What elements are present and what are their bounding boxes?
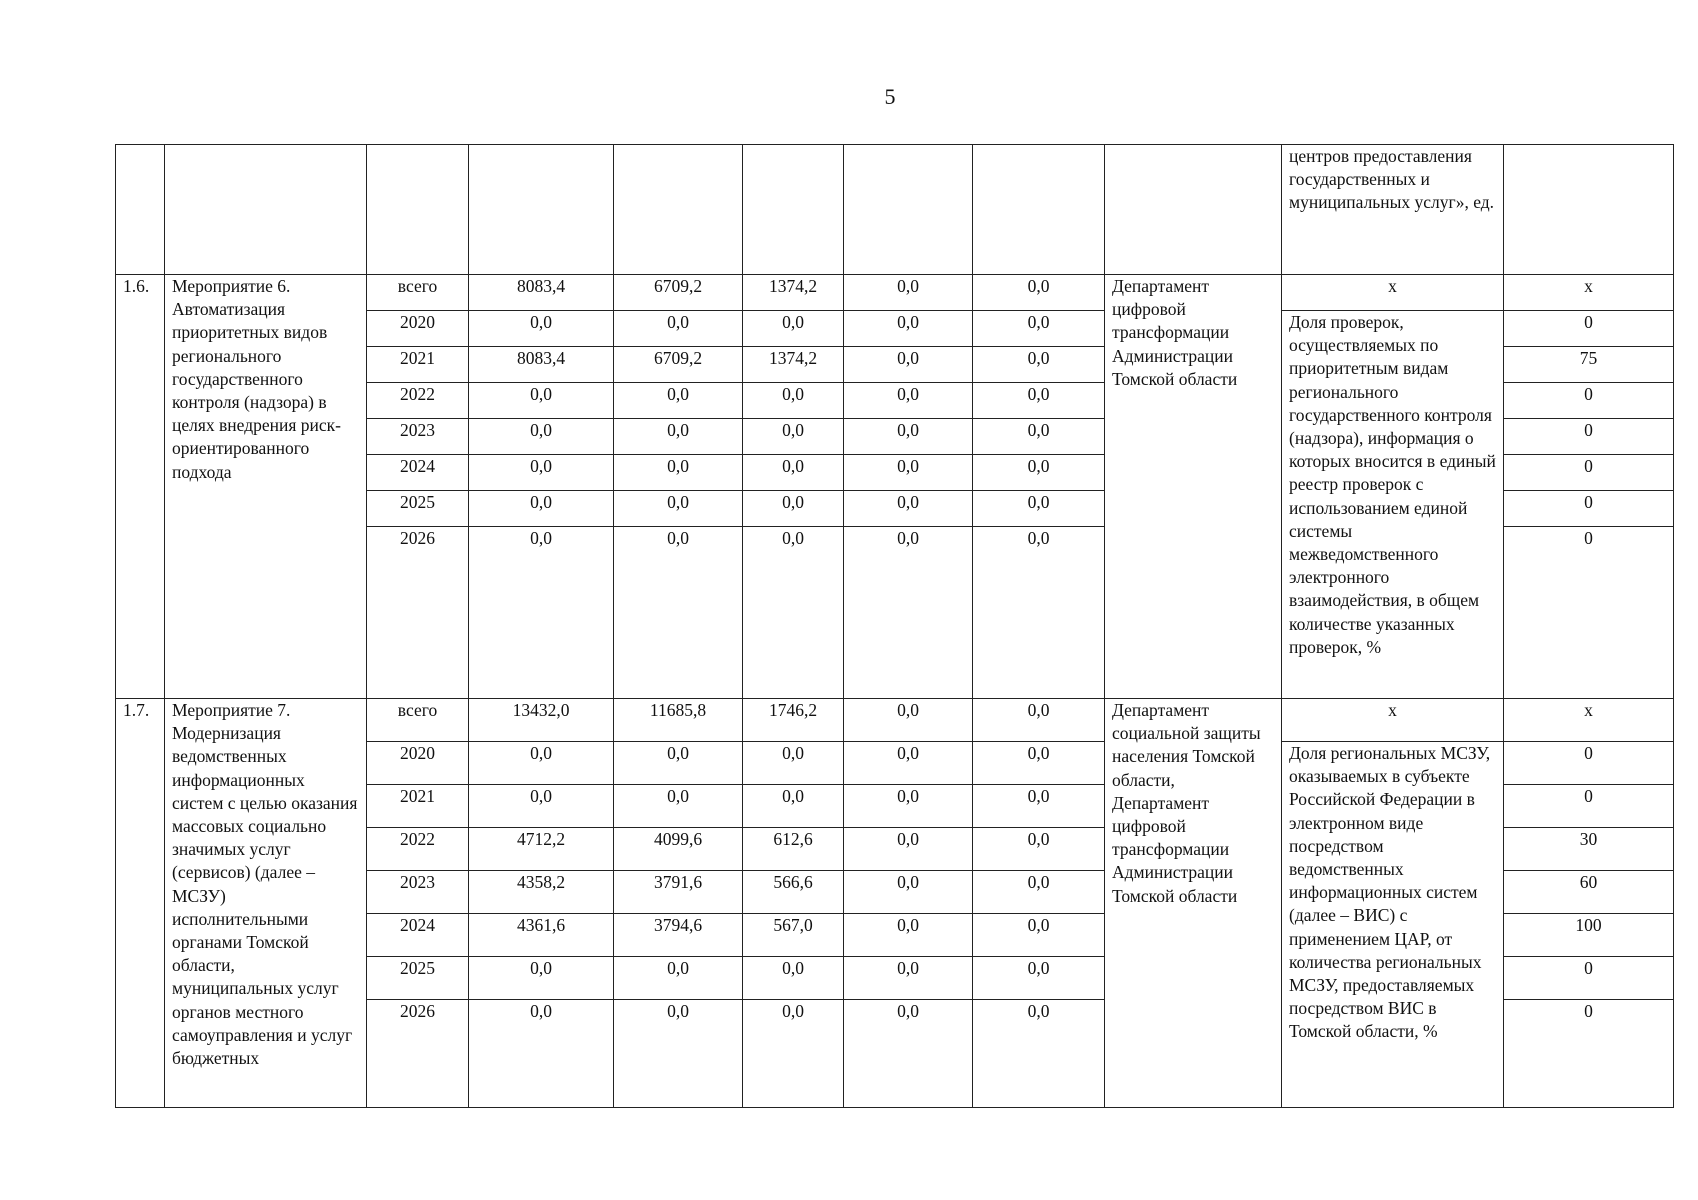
federal-budget-cell: 0,0 [614, 311, 743, 347]
federal-budget-cell: 0,0 [614, 527, 743, 699]
local-budget-cell: 0,0 [844, 419, 973, 455]
federal-budget-cell: 0,0 [614, 383, 743, 419]
federal-budget-cell: 6709,2 [614, 347, 743, 383]
other-sources-cell: 0,0 [973, 527, 1105, 699]
year-cell: 2020 [367, 742, 469, 785]
local-budget-cell: 0,0 [844, 527, 973, 699]
indicator-value-cell: 30 [1504, 828, 1674, 871]
total-funding-cell: 4358,2 [469, 871, 614, 914]
federal-budget-cell: 0,0 [614, 491, 743, 527]
local-budget-cell: 0,0 [844, 347, 973, 383]
year-cell: 2021 [367, 785, 469, 828]
other-sources-cell: 0,0 [973, 419, 1105, 455]
year-cell: 2023 [367, 419, 469, 455]
other-sources-cell: 0,0 [973, 455, 1105, 491]
empty-cell [614, 145, 743, 275]
year-cell: 2022 [367, 828, 469, 871]
federal-budget-cell: 0,0 [614, 1000, 743, 1108]
total-funding-cell: 0,0 [469, 785, 614, 828]
regional-budget-cell: 0,0 [743, 311, 844, 347]
federal-budget-cell: 3794,6 [614, 914, 743, 957]
local-budget-cell: 0,0 [844, 455, 973, 491]
empty-cell [165, 145, 367, 275]
regional-budget-cell: 0,0 [743, 419, 844, 455]
empty-cell [116, 145, 165, 275]
total-funding-cell: 0,0 [469, 957, 614, 1000]
other-sources-cell: 0,0 [973, 383, 1105, 419]
regional-budget-cell: 0,0 [743, 455, 844, 491]
regional-budget-cell: 0,0 [743, 957, 844, 1000]
total-funding-cell: 4361,6 [469, 914, 614, 957]
local-budget-cell: 0,0 [844, 491, 973, 527]
indicator-value-cell: 0 [1504, 527, 1674, 699]
federal-budget-cell: 0,0 [614, 742, 743, 785]
page-number: 5 [884, 84, 896, 109]
total-funding-cell: 0,0 [469, 419, 614, 455]
other-sources-cell: 0,0 [973, 828, 1105, 871]
empty-cell [469, 145, 614, 275]
total-funding-cell: 0,0 [469, 311, 614, 347]
regional-budget-cell: 612,6 [743, 828, 844, 871]
total-funding-cell: 0,0 [469, 455, 614, 491]
federal-budget-cell: 0,0 [614, 957, 743, 1000]
federal-budget-cell: 4099,6 [614, 828, 743, 871]
federal-budget-cell: 0,0 [614, 785, 743, 828]
federal-budget-cell: 6709,2 [614, 275, 743, 311]
year-cell: 2021 [367, 347, 469, 383]
regional-budget-cell: 0,0 [743, 383, 844, 419]
total-funding-cell: 13432,0 [469, 699, 614, 742]
other-sources-cell: 0,0 [973, 914, 1105, 957]
regional-budget-cell: 1746,2 [743, 699, 844, 742]
measure-name: Мероприятие 7. Модернизация ведомственных информационных систем с целью оказания массовых социально значимых услуг (сервисов) (далее – МСЗУ) исполнительными органами Томской области, муниципальных услуг органов местного самоуправления и услуг бюджетных [165, 699, 367, 1108]
year-cell: всего [367, 699, 469, 742]
empty-cell [973, 145, 1105, 275]
indicator-name-cell: Доля региональных МСЗУ, оказываемых в субъекте Российской Федерации в электронном виде посредством ведомственных информационных систем (далее – ВИС) с применением ЦАР, от количества региональных МСЗУ, предоставляемых посредством ВИС в Томской области, % [1282, 742, 1504, 1108]
indicator-value-cell: 0 [1504, 455, 1674, 491]
indicator-name-cell: Доля проверок, осуществляемых по приоритетным видам регионального государственного контроля (надзора), информация о которых вносится в единый реестр проверок с использованием единой системы межведомственного электронного взаимодействия, в общем количестве указанных проверок, % [1282, 311, 1504, 699]
measure-row [116, 275, 1674, 311]
regional-budget-cell: 0,0 [743, 491, 844, 527]
other-sources-cell: 0,0 [973, 957, 1105, 1000]
year-cell: 2022 [367, 383, 469, 419]
year-cell: 2024 [367, 914, 469, 957]
measure-number: 1.7. [116, 699, 165, 1108]
year-cell: 2024 [367, 455, 469, 491]
executor-cell: Департамент цифровой трансформации Администрации Томской области [1105, 275, 1282, 699]
indicator-value-cell: 0 [1504, 785, 1674, 828]
year-cell: 2026 [367, 1000, 469, 1108]
other-sources-cell: 0,0 [973, 275, 1105, 311]
regional-budget-cell: 0,0 [743, 785, 844, 828]
regional-budget-cell: 0,0 [743, 742, 844, 785]
total-funding-cell: 4712,2 [469, 828, 614, 871]
program-measures-table [115, 144, 1674, 1108]
continuation-row [116, 145, 1674, 275]
year-cell: 2023 [367, 871, 469, 914]
total-funding-cell: 0,0 [469, 742, 614, 785]
year-cell: 2020 [367, 311, 469, 347]
total-funding-cell: 8083,4 [469, 275, 614, 311]
total-funding-cell: 0,0 [469, 1000, 614, 1108]
local-budget-cell: 0,0 [844, 785, 973, 828]
year-cell: всего [367, 275, 469, 311]
measure-number: 1.6. [116, 275, 165, 699]
other-sources-cell: 0,0 [973, 742, 1105, 785]
local-budget-cell: 0,0 [844, 383, 973, 419]
empty-cell [1105, 145, 1282, 275]
indicator-value-cell: 75 [1504, 347, 1674, 383]
indicator-value-cell: х [1504, 275, 1674, 311]
year-cell: 2026 [367, 527, 469, 699]
local-budget-cell: 0,0 [844, 1000, 973, 1108]
year-cell: 2025 [367, 957, 469, 1000]
indicator-value-cell: 0 [1504, 742, 1674, 785]
indicator-value-cell: 60 [1504, 871, 1674, 914]
empty-cell [844, 145, 973, 275]
regional-budget-cell: 567,0 [743, 914, 844, 957]
executor-cell: Департамент социальной защиты населения Томской области, Департамент цифровой трансформации Администрации Томской области [1105, 699, 1282, 1108]
regional-budget-cell: 0,0 [743, 527, 844, 699]
local-budget-cell: 0,0 [844, 828, 973, 871]
regional-budget-cell: 566,6 [743, 871, 844, 914]
other-sources-cell: 0,0 [973, 311, 1105, 347]
indicator-continuation-text: центров предоставления государственных и муниципальных услуг», ед. [1282, 145, 1504, 275]
federal-budget-cell: 0,0 [614, 419, 743, 455]
indicator-total-cell: х [1282, 275, 1504, 311]
indicator-value-cell: 100 [1504, 914, 1674, 957]
other-sources-cell: 0,0 [973, 347, 1105, 383]
year-cell: 2025 [367, 491, 469, 527]
other-sources-cell: 0,0 [973, 699, 1105, 742]
empty-cell [367, 145, 469, 275]
local-budget-cell: 0,0 [844, 957, 973, 1000]
indicator-value-cell: 0 [1504, 957, 1674, 1000]
regional-budget-cell: 0,0 [743, 1000, 844, 1108]
indicator-value-cell: х [1504, 699, 1674, 742]
measure-name: Мероприятие 6. Автоматизация приоритетных видов регионального государственного контроля (надзора) в целях внедрения риск-ориентированного подхода [165, 275, 367, 699]
other-sources-cell: 0,0 [973, 1000, 1105, 1108]
regional-budget-cell: 1374,2 [743, 347, 844, 383]
empty-cell [743, 145, 844, 275]
other-sources-cell: 0,0 [973, 871, 1105, 914]
local-budget-cell: 0,0 [844, 699, 973, 742]
empty-cell [1504, 145, 1674, 275]
indicator-value-cell: 0 [1504, 419, 1674, 455]
local-budget-cell: 0,0 [844, 871, 973, 914]
regional-budget-cell: 1374,2 [743, 275, 844, 311]
indicator-value-cell: 0 [1504, 491, 1674, 527]
total-funding-cell: 0,0 [469, 527, 614, 699]
other-sources-cell: 0,0 [973, 785, 1105, 828]
local-budget-cell: 0,0 [844, 311, 973, 347]
indicator-value-cell: 0 [1504, 383, 1674, 419]
federal-budget-cell: 3791,6 [614, 871, 743, 914]
other-sources-cell: 0,0 [973, 491, 1105, 527]
local-budget-cell: 0,0 [844, 742, 973, 785]
measure-row [116, 699, 1674, 742]
local-budget-cell: 0,0 [844, 275, 973, 311]
federal-budget-cell: 11685,8 [614, 699, 743, 742]
federal-budget-cell: 0,0 [614, 455, 743, 491]
total-funding-cell: 0,0 [469, 491, 614, 527]
local-budget-cell: 0,0 [844, 914, 973, 957]
indicator-total-cell: х [1282, 699, 1504, 742]
total-funding-cell: 8083,4 [469, 347, 614, 383]
total-funding-cell: 0,0 [469, 383, 614, 419]
indicator-value-cell: 0 [1504, 311, 1674, 347]
indicator-value-cell: 0 [1504, 1000, 1674, 1108]
